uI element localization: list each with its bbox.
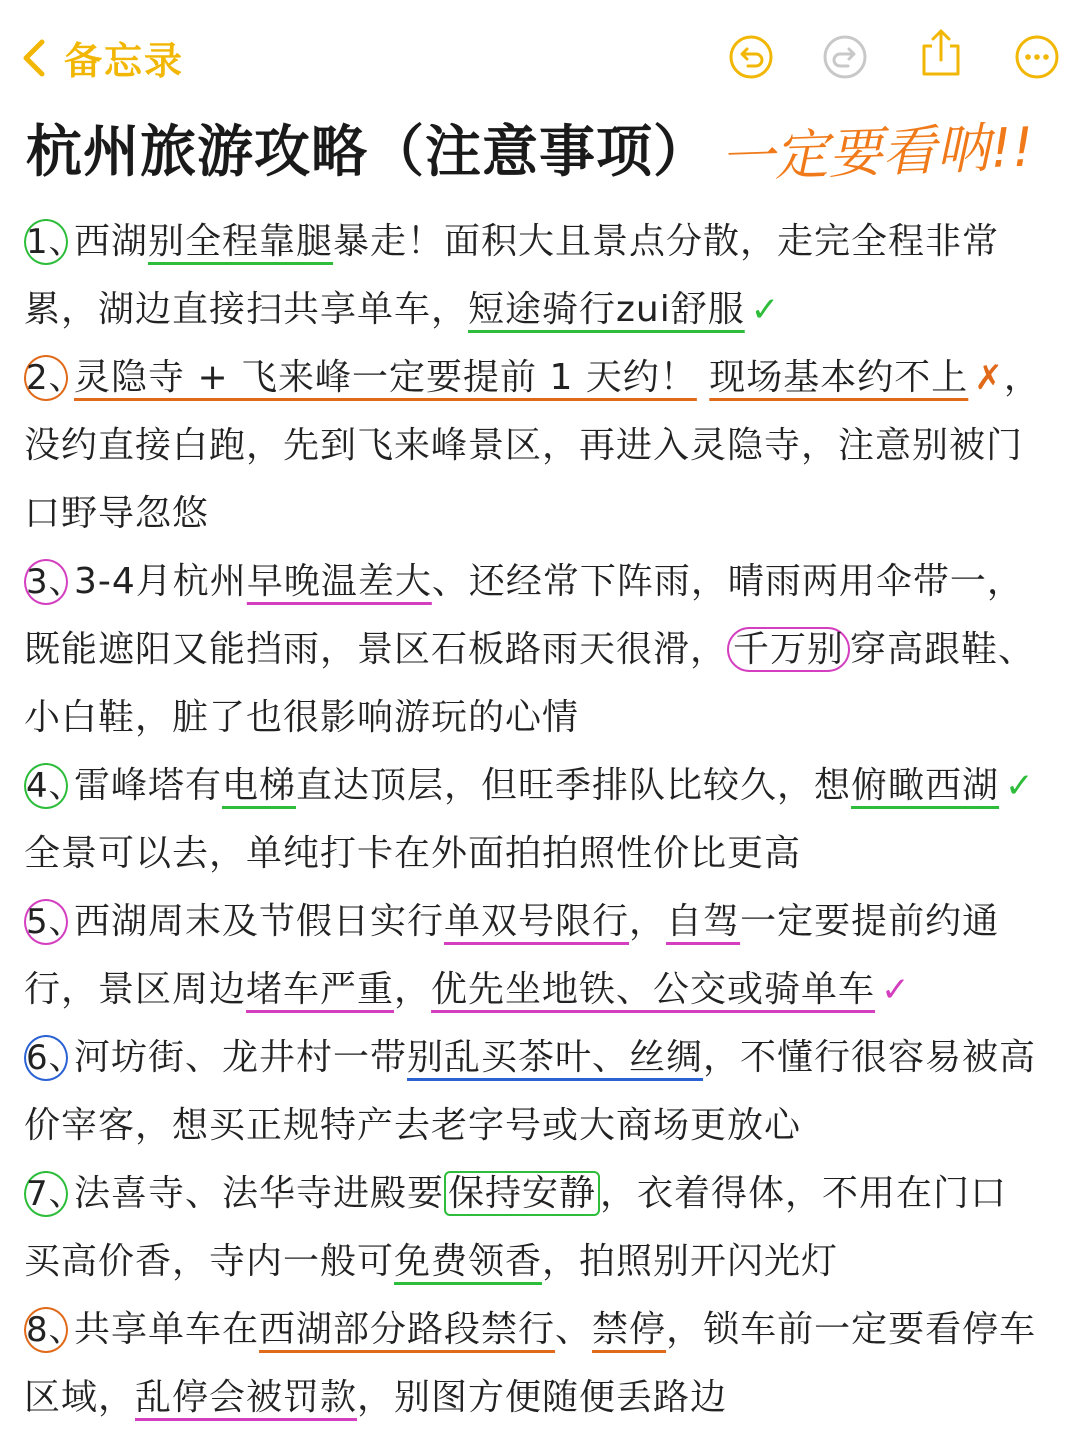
annotated-text: 单双号限行 [444,901,630,942]
item-number: 8、 [24,1307,68,1353]
list-item: 8、共享单车在西湖部分路段禁行、禁停，锁车前一定要看停车区域，乱停会被罚款，别图方便随便丢路边 [24,1309,1037,1418]
annotated-text: 灵隐寺 + 飞来峰一定要提前 1 天约！ [74,357,697,398]
check-mark-icon: ✓ [1005,766,1035,806]
list-item: 2、灵隐寺 + 飞来峰一定要提前 1 天约！ 现场基本约不上 ✗，没约直接白跑，先到飞来峰景区，再进入灵隐寺，注意别被门口野导忽悠 [24,357,1041,534]
cross-mark-icon: ✗ [974,358,1004,398]
circled-text: 千万别 [727,627,850,672]
item-number: 3、 [24,559,68,605]
check-mark-icon: ✓ [881,970,911,1010]
annotated-text: 西湖部分路段禁行 [259,1309,556,1350]
undo-icon[interactable] [728,34,774,80]
annotated-text: 短途骑行zui舒服 [468,289,745,330]
list-item: 4、雷峰塔有电梯直达顶层，但旺季排队比较久，想俯瞰西湖 ✓全景可以去，单纯打卡在外面拍拍照性价比更高 [24,765,1035,874]
redo-icon[interactable] [822,34,868,80]
annotated-text: 自驾 [666,901,741,942]
item-number: 5、 [24,899,68,945]
handwritten-title-note: 一定要看呐!! [719,115,1035,190]
annotated-text: 俯瞰西湖 [851,765,1000,806]
item-number: 6、 [24,1035,68,1081]
list-item: 6、河坊街、龙井村一带别乱买茶叶、丝绸，不懂行很容易被高价宰客，想买正规特产去老字号或大商场更放心 [24,1037,1037,1146]
item-number: 4、 [24,763,68,809]
annotated-text: 堵车严重 [246,969,395,1010]
annotated-text: 别乱买茶叶、丝绸 [407,1037,704,1078]
note-title-row [26,108,1033,188]
note-body[interactable] [24,208,1044,1432]
item-number: 7、 [24,1171,68,1217]
item-number: 2、 [24,355,68,401]
annotated-text: 乱停会被罚款 [135,1377,358,1418]
more-icon[interactable] [1014,34,1060,80]
page-title: 杭州旅游攻略（注意事项） [26,120,710,185]
list-item: 7、法喜寺、法华寺进殿要 保持安静 ，衣着得体，不用在门口买高价香，寺内一般可免费领香，拍照别开闪光灯 [24,1173,1008,1282]
top-navigation-bar [0,0,1080,110]
annotated-text: 别全程靠腿 [148,221,334,262]
annotated-text: 优先坐地铁、公交或骑单车 [431,969,876,1010]
check-mark-icon: ✓ [750,290,781,330]
list-item: 3、3-4月杭州早晚温差大、还经常下阵雨，晴雨两用伞带一，既能遮阳又能挡雨，景区石板路雨天很滑， 千万别 穿高跟鞋、小白鞋，脏了也很影响游玩的心情 [24,561,1036,738]
list-item: 5、西湖周末及节假日实行单双号限行，自驾一定要提前约通行，景区周边堵车严重，优先坐地铁、公交或骑单车 ✓ [24,901,1000,1010]
share-icon[interactable] [918,28,964,78]
annotated-text: 电梯 [222,765,297,806]
chevron-left-icon [20,38,46,78]
annotated-text: 禁停 [592,1309,667,1350]
annotated-text: 现场基本约不上 [709,357,969,398]
annotated-text: 免费领香 [394,1241,543,1282]
back-label: 备忘录 [64,39,185,83]
back-button[interactable] [20,30,184,85]
boxed-text: 保持安静 [444,1171,600,1216]
item-number: 1、 [24,219,68,265]
annotated-text: 早晚温差大 [246,561,432,602]
list-item: 1、西湖别全程靠腿暴走！面积大且景点分散，走完全程非常累，湖边直接扫共享单车，短途骑行zui舒服 ✓ [24,221,1000,330]
